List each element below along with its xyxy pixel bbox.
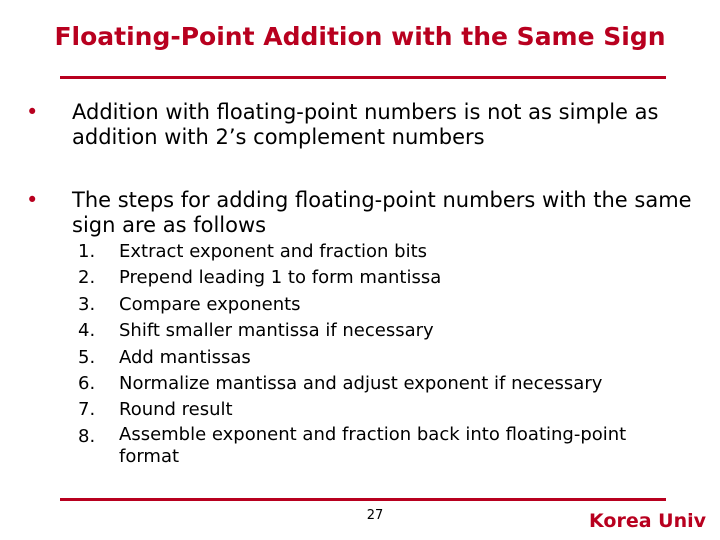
title-underline — [60, 76, 666, 79]
step-number: 8. — [78, 425, 96, 447]
step-item — [70, 397, 690, 423]
bullet-2 — [26, 188, 706, 238]
step-text: Add mantissas — [119, 346, 251, 368]
step-item — [70, 292, 690, 318]
footer-rule — [60, 498, 666, 501]
step-number: 6. — [78, 373, 96, 395]
step-item — [70, 318, 690, 344]
step-number: 4. — [78, 320, 96, 342]
bullet-1-text: Addition with floating-point numbers is not as simple as addition with 2’s complement numbers — [72, 100, 659, 149]
step-number: 3. — [78, 293, 96, 315]
bullet-1-marker: • — [26, 100, 39, 124]
page-number: 27 — [366, 508, 384, 523]
step-item — [70, 265, 690, 291]
step-text: Extract exponent and fraction bits — [119, 241, 428, 262]
step-text: Prepend leading 1 to form mantissa — [119, 267, 442, 289]
footer-brand-logo: Korea Univ — [589, 510, 706, 532]
step-text: Normalize mantissa and adjust exponent if necessary — [119, 373, 603, 395]
step-item — [70, 371, 690, 397]
step-item — [70, 424, 690, 468]
steps-list — [70, 239, 690, 468]
step-number: 7. — [78, 399, 96, 421]
bullet-1 — [26, 100, 706, 150]
step-text: Compare exponents — [119, 293, 301, 315]
step-text: Assemble exponent and fraction back into floating-point format — [119, 423, 627, 467]
bullet-2-text: The steps for adding floating-point numbers with the same sign are as follows — [72, 188, 692, 237]
step-number: 1. — [78, 241, 96, 262]
slide-title: Floating-Point Addition with the Same Sign — [54, 22, 666, 51]
step-item — [70, 345, 690, 371]
step-number: 2. — [78, 267, 96, 289]
step-number: 5. — [78, 346, 96, 368]
step-item — [70, 239, 690, 265]
step-text: Round result — [119, 399, 233, 421]
step-text: Shift smaller mantissa if necessary — [119, 320, 434, 342]
bullet-2-marker: • — [26, 188, 39, 212]
